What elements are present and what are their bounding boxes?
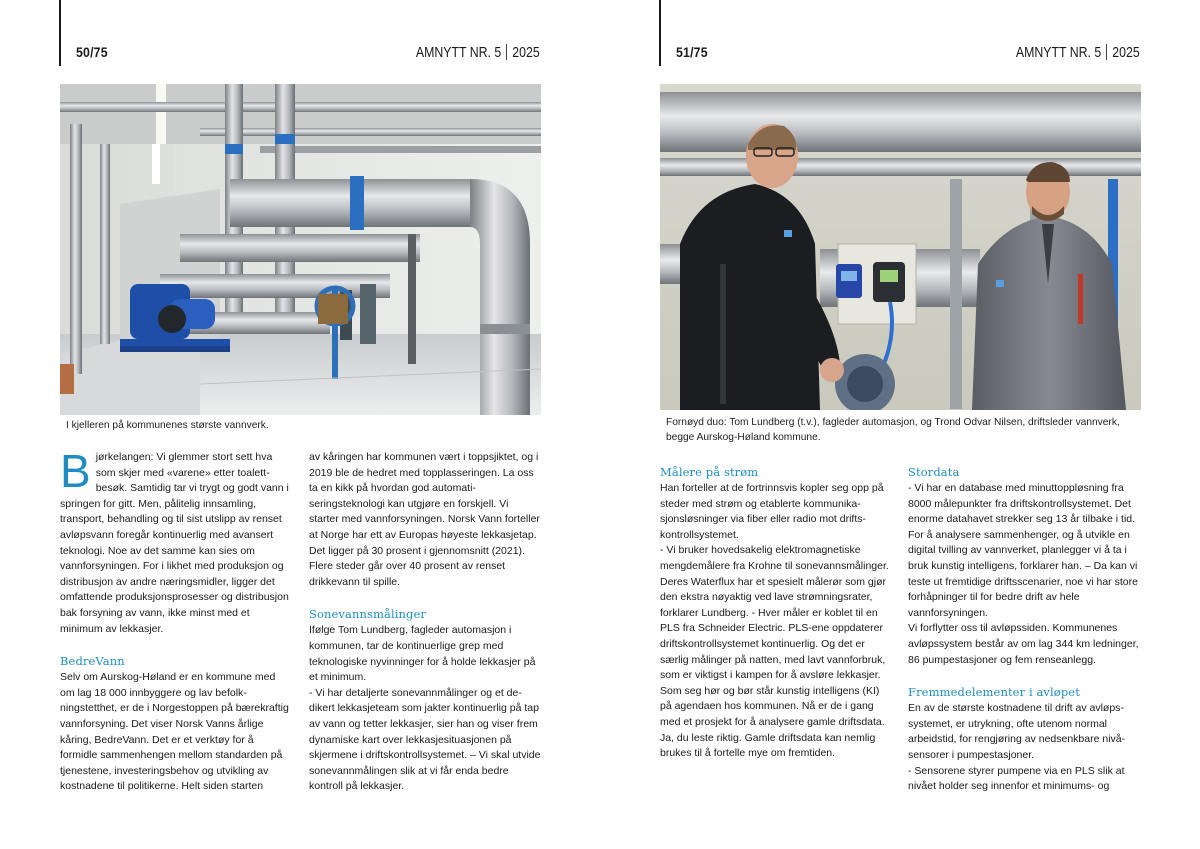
bedrevann-paragraph: Selv om Aurskog-Høland er en kommune med om lag 18 000 innbyggere og lav befolkningstetthet, er de i Norgestoppen på bærekraftig vannforsyning. Det viser Norsk Vanns årlige kåring, BedreVann. Det er et verktøy for å formidle sammenhengen mellom standarden på tjenestene, investeringsbehov og utvikling av kostnadene til politikerne. Helt siden starten bbox=[60, 671, 289, 793]
heading-bedrevann: BedreVann bbox=[60, 654, 125, 669]
fremmed-paragraph-1: En av de største kostnadene til drift av avløpssystemet, er utrykning, ofte utenom normal arbeidstid, for rengjøring av nedsenkbare nivåsensorer i pumpestasjoner. bbox=[908, 702, 1126, 761]
text-column-3 bbox=[660, 464, 892, 762]
page-number-separator: / bbox=[690, 44, 694, 60]
page-number bbox=[76, 44, 108, 60]
intro-text: jørkelangen: Vi glemmer stort sett hva som skjer med «varene» etter toalettbesøk. Samtidig tar vi trygt og godt vann i springen for gitt. Men, pålitelig innsamling, transport, behandling og til sist utslipp av renset avløpsvann foregår kontinuerlig med avansert teknologi. Noe av det samme kan sies om vannforsyningen. For i likhet med produksjon og distribusjon av andre næringsmidler, ligger det omfattende produksjonsprosesser og distribusjon bak forsyning av vann, ikke minst med et minimum av lekkasjer. bbox=[60, 451, 289, 635]
sonevann-paragraph-1: Ifølge Tom Lundberg, fagleder automasjon i kommunen, tar de kontinuerlige grep med teknologiske nyvinninger for å holde lekkasjer på et minimum. bbox=[309, 624, 536, 684]
ranking-paragraph: av kåringen har kommunen vært i toppsjiktet, og i 2019 ble de hedret med topplasseringen. La oss ta en kikk på hvordan god automatiseringsteknologi kan utgjøre en forskjell. Vi starter med vannforsyningen. Norsk Vann forteller at Norge har ett av Europas høyeste lekkasjetap. Det ligger på 30 prosent i gjennomsnitt (2021). Flere steder går over 40 prosent av renset drikkevann til spille. bbox=[309, 451, 540, 588]
text-column-2 bbox=[309, 450, 541, 795]
malere-paragraph-1: Han forteller at de fortrinnsvis kopler seg opp på steder med strøm og etablerte kommunikasjonsløsninger via fiber eller radio mot driftskontrollsystemet. bbox=[660, 482, 884, 541]
page-number bbox=[676, 44, 708, 60]
header-rule bbox=[59, 0, 61, 66]
stordata-paragraph-1: - Vi har en database med minuttoppløsning fra 8000 målepunkter fra driftskontrollsystemet. Det enorme datahavet strekker seg 13 år tilbake i tid. For å analysere sammenhenger, og å utvikle en digital tvilling av vannverket, planlegger vi å ta i bruk kunstig intelligens, forklarer han. – Da kan vi teste ut fremtidige driftsscenarier, noe vi har store forhåpninger til for bedre drift av hele vannforsyningen. bbox=[908, 482, 1138, 619]
heading-fremmedelementer: Fremmedelementer i avløpet bbox=[908, 685, 1080, 700]
right-page bbox=[600, 0, 1200, 849]
magazine-name: AMNYTT NR. 5 bbox=[1016, 45, 1102, 61]
magazine-name: AMNYTT NR. 5 bbox=[416, 45, 502, 61]
heading-stordata: Stordata bbox=[908, 465, 960, 479]
page-number-current: 50 bbox=[76, 44, 91, 60]
photo-caption: Fornøyd duo: Tom Lundberg (t.v.), fagleder automasjon, og Trond Odvar Nilsen, driftsleder vannverk, begge Aurskog-Høland kommune. bbox=[666, 417, 1120, 443]
page-number-total: 75 bbox=[93, 44, 108, 60]
pipe-basement-photo bbox=[60, 84, 541, 415]
stordata-paragraph-2: Vi forflytter oss til avløpssiden. Kommunenes avløpssystem består av om lag 344 km ledninger, 86 pumpestasjoner og fem renseanlegg. bbox=[908, 622, 1139, 666]
heading-sonevann: Sonevannsmålinger bbox=[309, 607, 426, 622]
page-number-total: 75 bbox=[693, 44, 708, 60]
intro-paragraph bbox=[60, 445, 291, 637]
two-men-photo bbox=[660, 84, 1141, 410]
magazine-year: 2025 bbox=[1112, 45, 1140, 61]
header-rule bbox=[659, 0, 661, 66]
magazine-title bbox=[1016, 44, 1140, 61]
magazine-year: 2025 bbox=[512, 45, 540, 61]
page-number-current: 51 bbox=[676, 44, 691, 60]
photo-caption: I kjelleren på kommunenes største vannverk. bbox=[66, 420, 269, 431]
text-column-4 bbox=[908, 464, 1141, 795]
page-number-separator: / bbox=[90, 44, 94, 60]
title-divider bbox=[507, 44, 508, 60]
malere-paragraph-2: - Vi bruker hovedsakelig elektromagnetiske mengdemålere fra Krohne til sonevannsmålinger. Deres Waterflux har et spesielt målerør som gjør den ekstra nøyaktig ved lave strømningsrater, forklarer Lundberg. - Hver måler er koblet til en PLS fra Schneider Electric. PLS-ene oppdaterer driftskontrollsystemet kontinuerlig. Og det er særlig målinger på natten, med lavt vannforbruk, som er viktigst i kampen for å avsløre lekkasjer. bbox=[660, 544, 889, 682]
malere-paragraph-3: Som seg hør og bør står kunstig intelligens (KI) på agendaen hos kommunen. Nå er de i gang med et prosjekt for å analysere gamle driftsdata. Ja, du leste riktig. Gamle driftsdata kan nemlig brukes til å fortelle mye om fremtiden. bbox=[660, 684, 885, 760]
heading-malere: Målere på strøm bbox=[660, 465, 759, 479]
sonevann-paragraph-2: - Vi har detaljerte sonevannmålinger og et dedikert lekkasjeteam som jakter kontinuerlig på tap av vann og tetter lekkasjer, sier han og viser frem dynamiske kart over lekkasjesituasjonen på skjermene i driftskontrollsystemet. – Vi skal utvide sonevannmålingen slik at vi får enda bedre kontroll på lekkasjer. bbox=[309, 686, 541, 793]
drop-cap: B bbox=[60, 445, 91, 497]
magazine-title bbox=[416, 44, 540, 61]
title-divider bbox=[1107, 44, 1108, 60]
text-column-1 bbox=[60, 445, 291, 795]
fremmed-paragraph-2: - Sensorene styrer pumpene via en PLS slik at nivået holder seg innenfor et minimums- og bbox=[908, 764, 1125, 793]
